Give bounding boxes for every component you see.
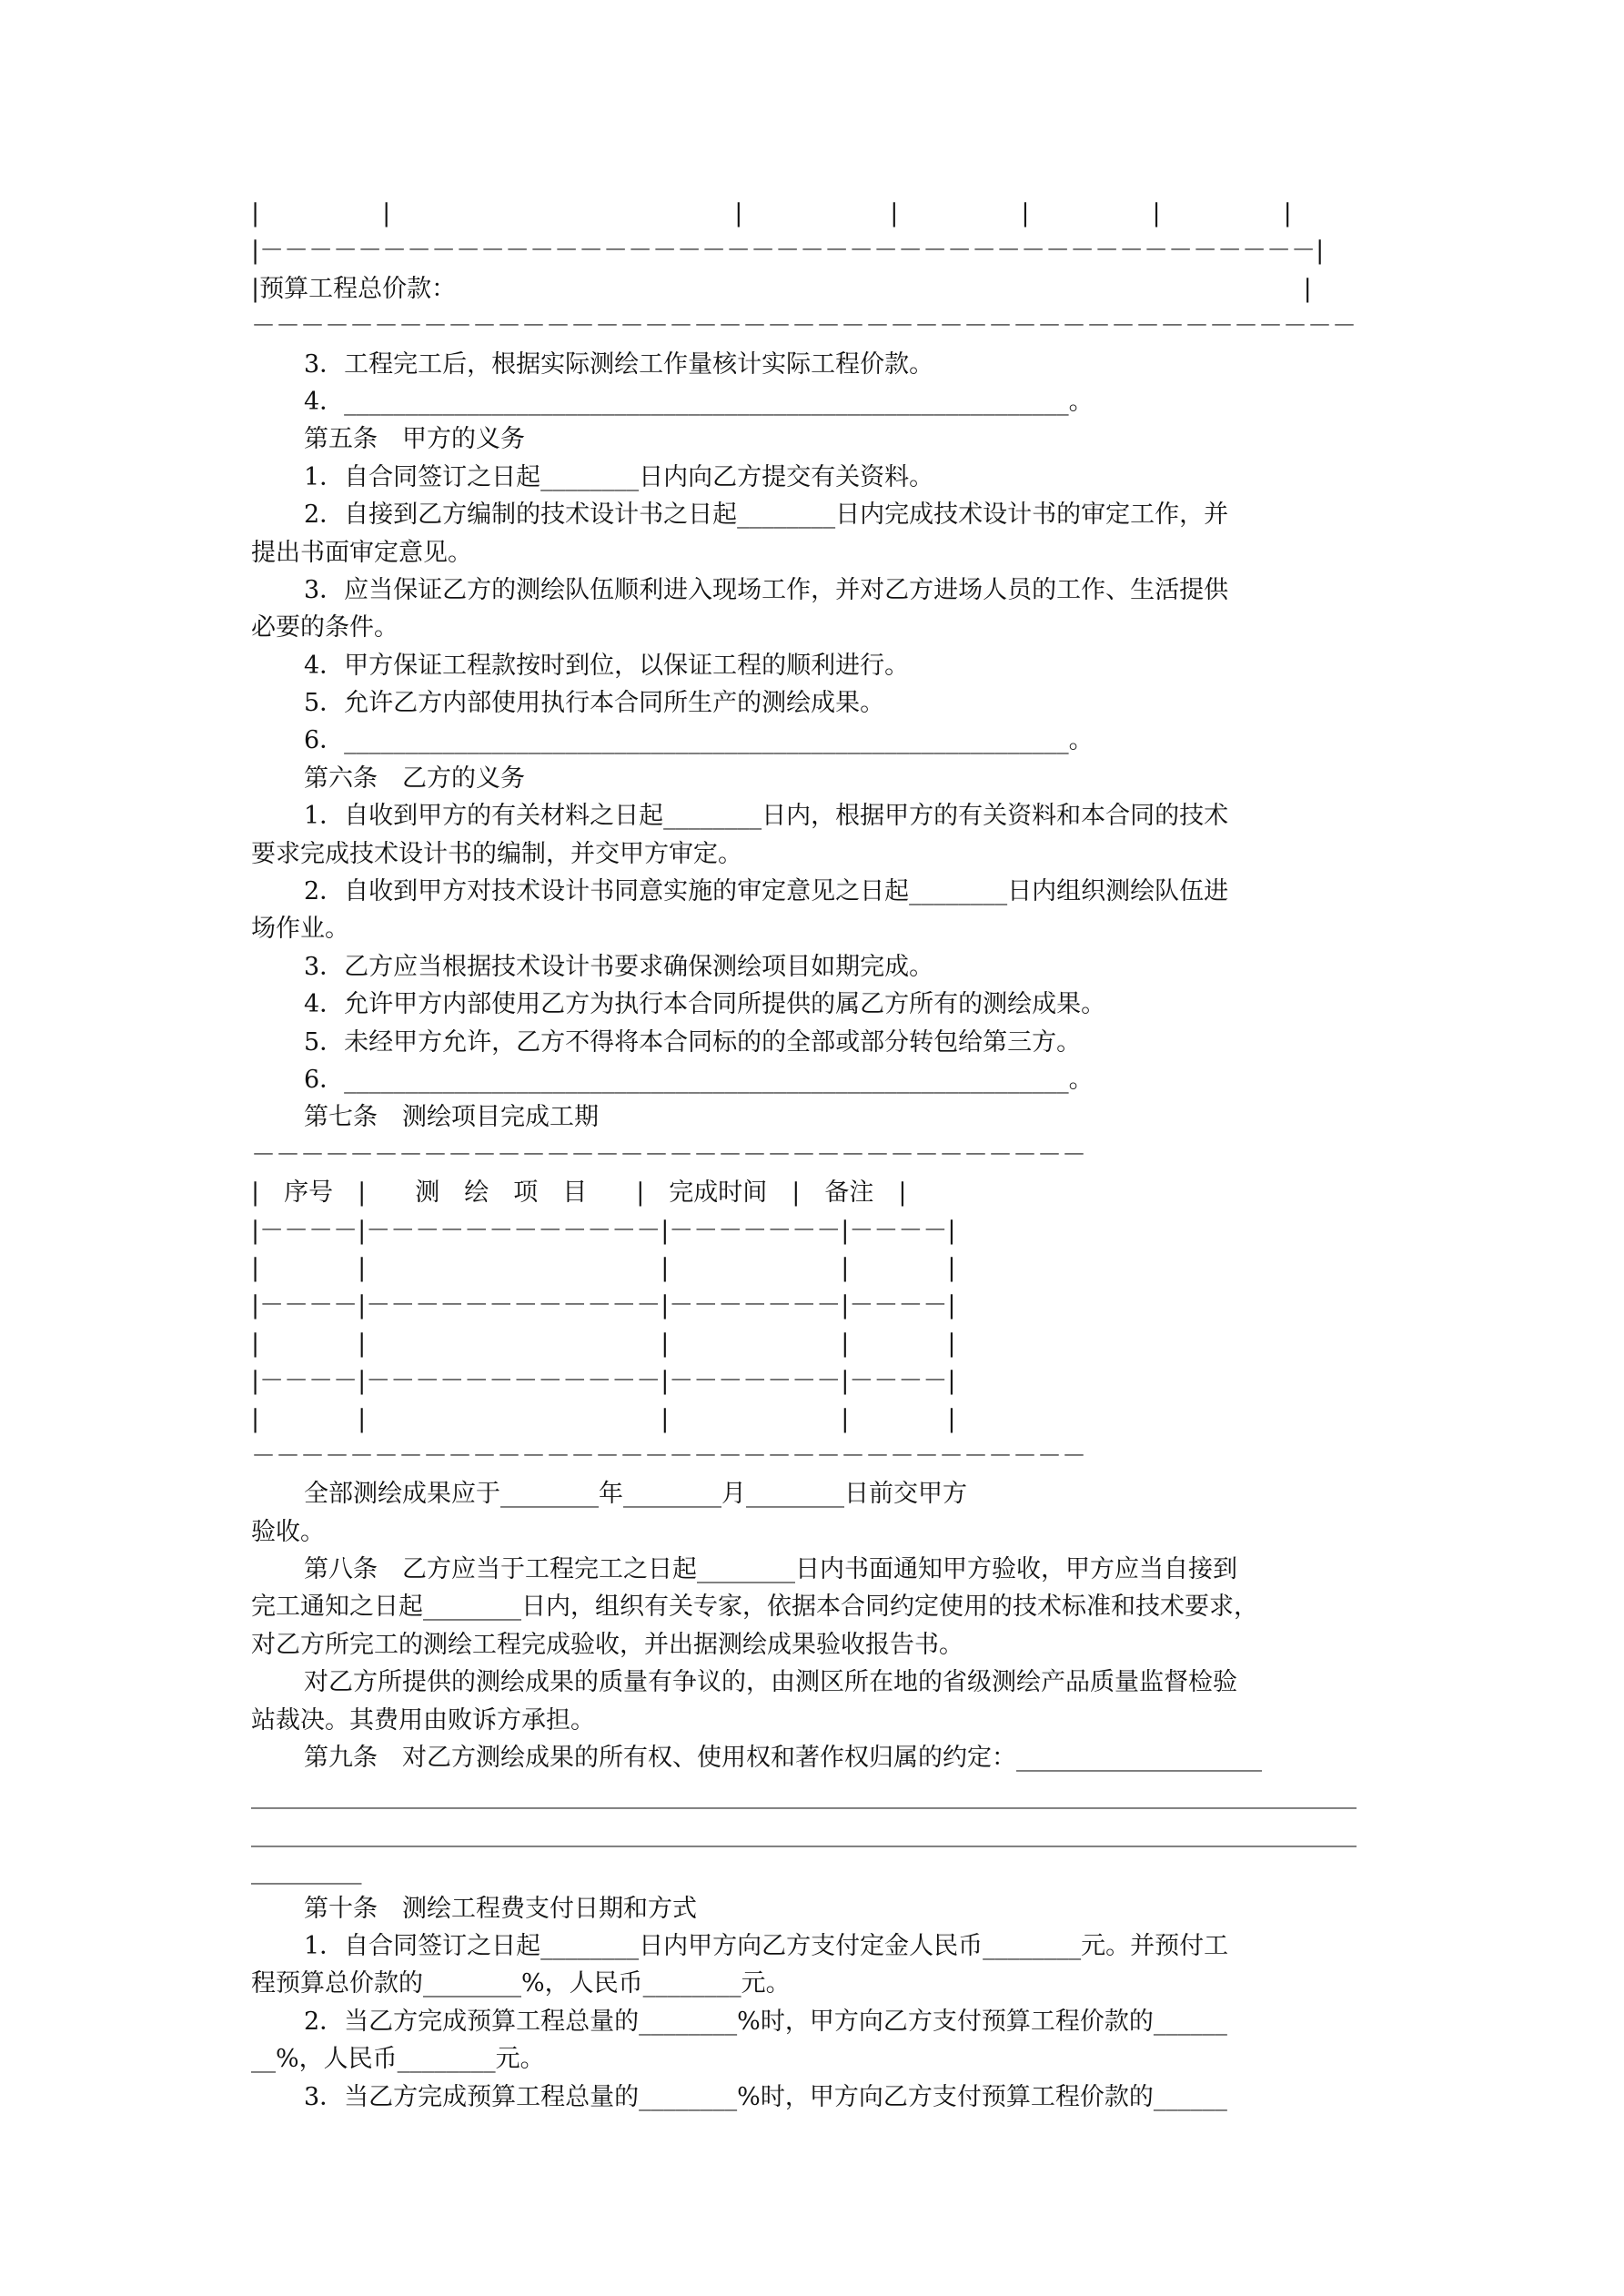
document-text-line: 第五条 甲方的义务 [304, 425, 525, 454]
document-text-line: 第八条 乙方应当于工程完工之日起________日内书面通知甲方验收，甲方应当自接到 [304, 1555, 1237, 1584]
text-table-line: －－－－－－－－－－－－－－－－－－－－－－－－－－－－－－－－－－ [251, 1140, 1086, 1169]
document-text-line: 第七条 测绘项目完成工期 [304, 1103, 599, 1132]
document-text-line: 1．自收到甲方的有关材料之日起________日内，根据甲方的有关资料和本合同的技术 [304, 802, 1229, 831]
document-text-line: 第六条 乙方的义务 [304, 764, 525, 793]
text-table-line: －－－－－－－－－－－－－－－－－－－－－－－－－－－－－－－－－－－－－－－－－－－－－ [251, 312, 1357, 341]
text-table-line: |－－－－－－－－－－－－－－－－－－－－－－－－－－－－－－－－－－－－－－－－－－－| [251, 237, 1325, 266]
document-text-line: 3．乙方应当根据技术设计书要求确保测绘项目如期完成。 [304, 952, 934, 981]
document-text-line: 4．___________________________________________________________。 [304, 387, 1094, 416]
document-text-line: 2．自收到甲方对技术设计书同意实施的审定意见之日起________日内组织测绘队伍进 [304, 877, 1229, 906]
text-table-line: －－－－－－－－－－－－－－－－－－－－－－－－－－－－－－－－－－ [251, 1441, 1086, 1471]
text-table-line: | | | | | [251, 1404, 956, 1433]
text-table-line: |预算工程总价款： | [251, 274, 1312, 303]
document-text-line: 6．___________________________________________________________。 [304, 726, 1094, 755]
text-table-line: |－－－－|－－－－－－－－－－－－|－－－－－－－|－－－－| [251, 1216, 956, 1245]
document-text-line: 完工通知之日起________日内，组织有关专家，依据本合同约定使用的技术标准和技术要求， [251, 1593, 1258, 1622]
text-table-line: | | | | | [251, 1253, 956, 1282]
document-text-line: 第十条 测绘工程费支付日期和方式 [304, 1894, 697, 1923]
document-text-line: 1．自合同签订之日起________日内甲方向乙方支付定金人民币________元。并预付工 [304, 1931, 1229, 1960]
document-text-line: 5．未经甲方允许，乙方不得将本合同标的的全部或部分转包给第三方。 [304, 1027, 1082, 1057]
text-table-line: | 序号 | 测 绘 项 目 | 完成时间 | 备注 | [251, 1178, 907, 1208]
text-table-line: | | | | | [251, 1329, 956, 1358]
document-text-line: 场作业。 [251, 915, 349, 944]
document-text-line: 1．自合同签订之日起________日内向乙方提交有关资料。 [304, 462, 934, 491]
document-text-line: 提出书面审定意见。 [251, 538, 472, 567]
document-text-line: 全部测绘成果应于________年________月________日前交甲方 [304, 1480, 967, 1509]
text-table-line: |－－－－|－－－－－－－－－－－－|－－－－－－－|－－－－| [251, 1291, 956, 1320]
document-text-line: __________________________________________________________________________________________ [251, 1818, 1357, 1847]
text-table-line: | | | | | | | [251, 199, 1292, 228]
document-text-line: 对乙方所提供的测绘成果的质量有争议的，由测区所在地的省级测绘产品质量监督检验 [304, 1668, 1237, 1697]
document-text-line: 程预算总价款的________%，人民币________元。 [251, 1969, 791, 1998]
document-text-line: 4．甲方保证工程款按时到位，以保证工程的顺利进行。 [304, 651, 910, 680]
document-text-line: 第九条 对乙方测绘成果的所有权、使用权和著作权归属的约定：____________________ [304, 1744, 1262, 1773]
document-text-line: 2．当乙方完成预算工程总量的________%时，甲方向乙方支付预算工程价款的______ [304, 2007, 1227, 2036]
document-text-line: 3．当乙方完成预算工程总量的________%时，甲方向乙方支付预算工程价款的______ [304, 2082, 1227, 2111]
document-text-line: 必要的条件。 [251, 613, 398, 642]
document-text-line: 站裁决。其费用由败诉方承担。 [251, 1705, 595, 1735]
document-text-line: __%，人民币________元。 [251, 2045, 545, 2074]
document-text-line: __________________________________________________________________________________________ [251, 1781, 1357, 1810]
document-text-line: 4．允许甲方内部使用乙方为执行本合同所提供的属乙方所有的测绘成果。 [304, 990, 1106, 1019]
document-text-line: 要求完成技术设计书的编制，并交甲方审定。 [251, 839, 742, 868]
text-table-line: |－－－－|－－－－－－－－－－－－|－－－－－－－|－－－－| [251, 1367, 956, 1396]
document-text-line: _________ [251, 1856, 362, 1886]
document-text-line: 3．工程完工后，根据实际测绘工作量核计实际工程价款。 [304, 349, 934, 379]
document-text-line: 6．___________________________________________________________。 [304, 1065, 1094, 1094]
document-text-line: 验收。 [251, 1517, 325, 1546]
contract-page-body [251, 195, 1397, 2116]
document-text-line: 对乙方所完工的测绘工程完成验收，并出据测绘成果验收报告书。 [251, 1630, 963, 1659]
document-text-line: 2．自接到乙方编制的技术设计书之日起________日内完成技术设计书的审定工作，并 [304, 501, 1229, 530]
document-text-line: 3．应当保证乙方的测绘队伍顺利进入现场工作，并对乙方进场人员的工作、生活提供 [304, 575, 1229, 604]
document-text-line: 5．允许乙方内部使用执行本合同所生产的测绘成果。 [304, 689, 885, 718]
